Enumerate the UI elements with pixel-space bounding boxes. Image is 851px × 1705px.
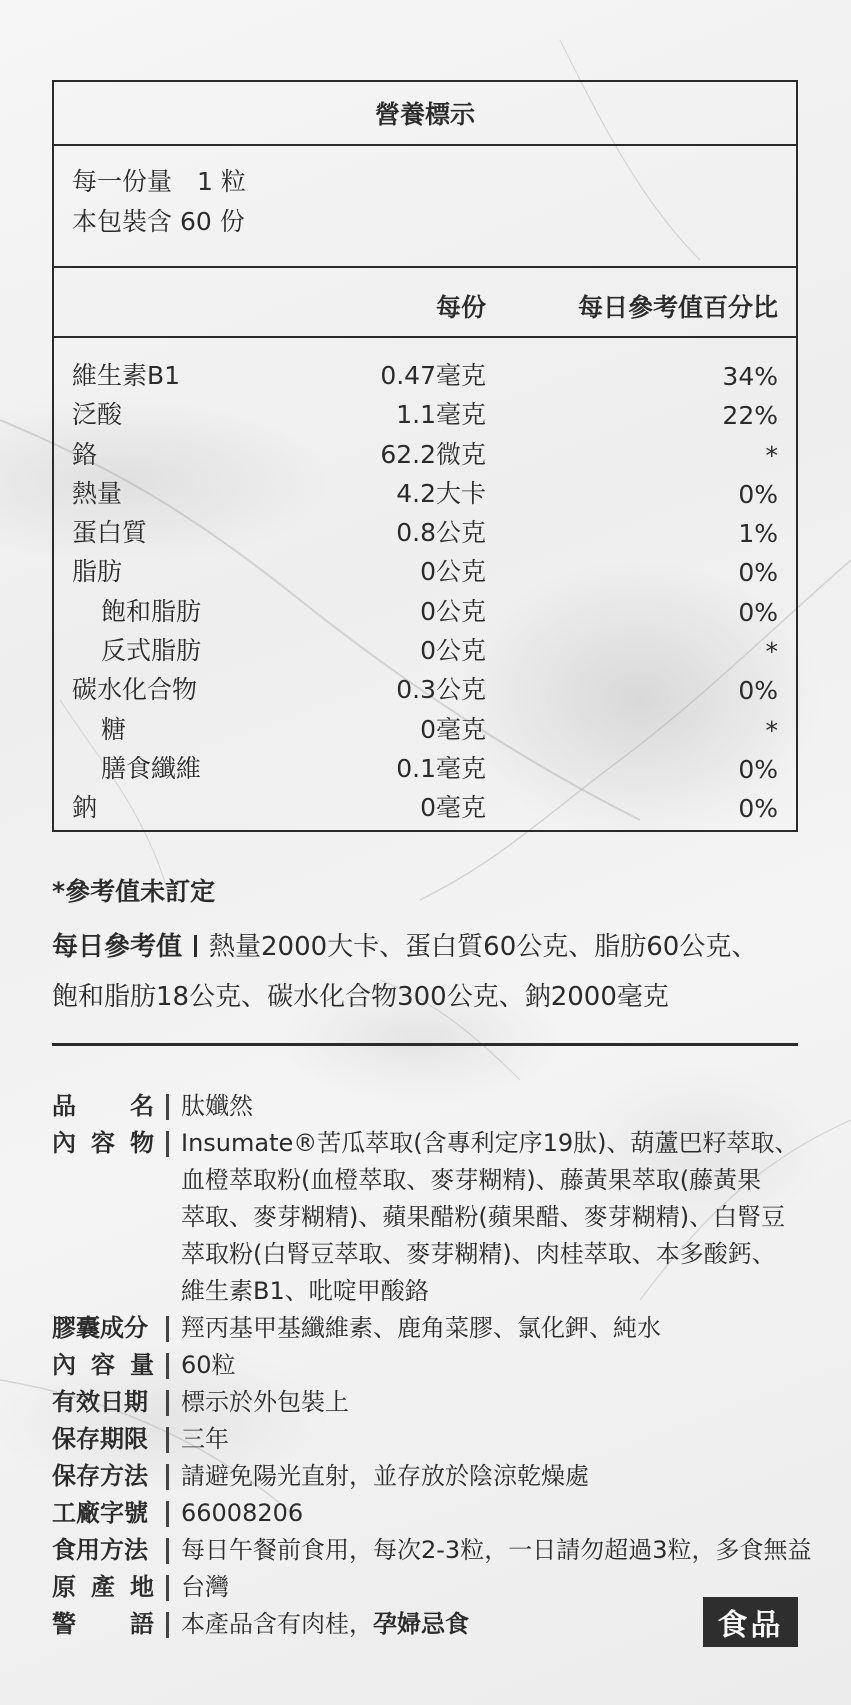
separator-bar	[166, 1094, 169, 1120]
product-info-value-line	[181, 1273, 812, 1310]
product-info-label	[52, 1125, 154, 1310]
product-info-value-line	[181, 1310, 812, 1347]
nutrient-value: 0公克	[420, 596, 486, 626]
product-info-value	[181, 1088, 812, 1125]
nutrient-name: 反式脂肪	[101, 636, 202, 666]
product-info-label	[52, 1458, 154, 1495]
nutrient-name: 碳水化合物	[72, 675, 198, 705]
nutrient-row	[54, 588, 796, 627]
nutrient-percent: *	[765, 715, 778, 745]
daily-reference-text-1: 熱量2000大卡、蛋白質60公克、脂肪60公克、	[209, 932, 758, 962]
serving-info	[54, 146, 796, 268]
nutrient-value: 0毫克	[420, 714, 486, 744]
product-info-label-part: 物	[130, 1129, 154, 1157]
product-info-label-part: 地	[130, 1573, 154, 1601]
separator-bar	[166, 1575, 169, 1601]
product-info-value-text: Insumate®苦瓜萃取(含專利定序19肽)、葫蘆巴籽萃取、	[181, 1129, 799, 1157]
product-info-row	[52, 1125, 812, 1310]
product-info-label-part: 膠囊成分	[52, 1314, 148, 1342]
product-info-value-line	[181, 1495, 812, 1532]
nutrient-name: 蛋白質	[72, 518, 148, 548]
product-info-row	[52, 1310, 812, 1347]
product-info-value	[181, 1458, 812, 1495]
nutrient-row	[54, 627, 796, 666]
nutrient-value: 0.1毫克	[396, 753, 486, 783]
product-info-row	[52, 1421, 812, 1458]
product-info-value-text: 標示於外包裝上	[181, 1388, 349, 1416]
product-info-value	[181, 1347, 812, 1384]
nutrient-percent: 0%	[738, 794, 778, 824]
product-info-value-text: 三年	[181, 1425, 229, 1453]
section-divider	[52, 1043, 798, 1046]
product-info-value-text: 請避免陽光直射，並存放於陰涼乾燥處	[181, 1462, 589, 1490]
nutrition-title: 營養標示	[54, 82, 796, 146]
reference-not-set-note: *參考值未訂定	[52, 877, 216, 906]
product-info-label-part: 內	[52, 1351, 76, 1379]
daily-reference-values	[52, 922, 812, 1022]
nutrient-row	[54, 706, 796, 745]
nutrient-percent: 1%	[738, 519, 778, 549]
nutrient-percent: 34%	[722, 362, 778, 391]
nutrient-value: 0.3公克	[396, 675, 486, 705]
product-info-value-line	[181, 1347, 812, 1384]
product-info-value-line	[181, 1125, 812, 1162]
nutrient-name: 鈉	[72, 793, 98, 823]
product-info-row	[52, 1606, 812, 1643]
nutrient-percent: 0%	[738, 754, 778, 784]
product-info-label-part: 品	[52, 1092, 76, 1120]
nutrient-row	[54, 784, 796, 823]
product-info-row	[52, 1495, 812, 1532]
product-info-label-part: 食用方法	[52, 1536, 148, 1564]
separator-bar	[166, 1427, 169, 1453]
nutrient-row	[54, 509, 796, 548]
nutrient-row	[54, 548, 796, 587]
nutrient-name: 維生素B1	[72, 361, 181, 390]
nutrient-row	[54, 352, 796, 391]
nutrient-percent: 0%	[738, 479, 778, 509]
separator-bar	[166, 1316, 169, 1342]
product-info-label	[52, 1421, 154, 1458]
nutrient-percent: 22%	[722, 401, 778, 431]
product-info-list	[52, 1088, 812, 1643]
nutrient-value: 0公克	[420, 557, 486, 587]
product-info-value	[181, 1421, 812, 1458]
product-info-label	[52, 1495, 154, 1532]
nutrient-value: 1.1毫克	[396, 400, 486, 430]
nutrient-name: 鉻	[72, 439, 98, 469]
product-info-label-part: 工廠字號	[52, 1499, 148, 1527]
product-info-value-line	[181, 1532, 812, 1569]
product-info-label	[52, 1310, 154, 1347]
nutrient-row	[54, 391, 796, 430]
product-info-value-text: 66008206	[181, 1499, 304, 1527]
warning-emphasis: 孕婦忌食	[373, 1610, 469, 1638]
column-daily-percent: 每日參考值百分比	[577, 293, 778, 322]
product-info-value-line	[181, 1384, 812, 1421]
daily-reference-label: 每日參考值	[52, 932, 183, 962]
product-info-value-line	[181, 1421, 812, 1458]
nutrient-name: 脂肪	[72, 557, 123, 587]
product-info-label-part: 警	[52, 1610, 76, 1638]
product-info-value-line	[181, 1162, 812, 1199]
product-info-label	[52, 1532, 154, 1569]
product-info-label-part: 保存方法	[52, 1462, 148, 1490]
nutrient-percent: 0%	[738, 597, 778, 627]
product-info-value-text: 台灣	[181, 1573, 229, 1601]
product-info-value-line	[181, 1236, 812, 1273]
product-info-value-text: 萃取、麥芽糊精)、蘋果醋粉(蘋果醋、麥芽糊精)、白腎豆	[181, 1203, 786, 1231]
product-info-label-part: 保存期限	[52, 1425, 148, 1453]
product-info-value-text: 維生素B1、吡啶甲酸鉻	[181, 1277, 429, 1305]
separator-bar	[194, 935, 197, 957]
product-info-value	[181, 1384, 812, 1421]
separator-bar	[166, 1390, 169, 1416]
product-info-label	[52, 1569, 154, 1606]
nutrient-value: 0毫克	[420, 793, 486, 823]
product-info-value-line	[181, 1199, 812, 1236]
nutrition-rows	[54, 338, 796, 830]
nutrient-value: 0.47毫克	[380, 361, 486, 390]
separator-bar	[166, 1353, 169, 1379]
product-info-value-text: 本產品含有肉桂，	[181, 1610, 373, 1638]
product-info-label-part: 內	[52, 1129, 76, 1157]
separator-bar	[166, 1501, 169, 1527]
nutrient-row	[54, 470, 796, 509]
nutrient-value: 4.2大卡	[396, 478, 486, 508]
product-info-label-part: 量	[130, 1351, 154, 1379]
product-info-label-part: 原	[52, 1573, 76, 1601]
nutrient-percent: *	[765, 440, 778, 470]
product-info-value	[181, 1495, 812, 1532]
column-per-serving: 每份	[435, 293, 486, 322]
separator-bar	[166, 1131, 169, 1157]
nutrition-facts-panel	[52, 80, 798, 832]
nutrient-percent: 0%	[738, 558, 778, 588]
product-info-value-text: 每日午餐前食用，每次2-3粒，一日請勿超過3粒，多食無益	[181, 1536, 812, 1564]
product-info-label	[52, 1347, 154, 1384]
product-info-label-part: 產	[91, 1573, 115, 1601]
nutrient-value: 0公克	[420, 636, 486, 666]
nutrient-percent: 0%	[738, 676, 778, 706]
separator-bar	[166, 1464, 169, 1490]
separator-bar	[166, 1612, 169, 1638]
nutrient-row	[54, 745, 796, 784]
daily-reference-line-1	[52, 922, 812, 972]
product-info-row	[52, 1384, 812, 1421]
product-info-value	[181, 1310, 812, 1347]
nutrient-row	[54, 666, 796, 705]
product-info-label-part: 語	[130, 1610, 154, 1638]
product-info-value-line	[181, 1088, 812, 1125]
product-info-value-text: 肽孅然	[181, 1092, 253, 1120]
serving-size: 每一份量 1 粒	[72, 167, 246, 196]
product-info-label-part: 有效日期	[52, 1388, 148, 1416]
servings-per-pack: 本包裝含 60 份	[72, 207, 245, 236]
product-info-row	[52, 1088, 812, 1125]
product-info-label-part: 容	[91, 1129, 115, 1157]
daily-reference-text-2: 飽和脂肪18公克、碳水化合物300公克、鈉2000毫克	[52, 982, 669, 1012]
product-info-label-part: 容	[91, 1351, 115, 1379]
product-info-row	[52, 1347, 812, 1384]
nutrient-value: 0.8公克	[396, 518, 486, 548]
product-info-label	[52, 1384, 154, 1421]
product-info-value-text: 羥丙基甲基纖維素、鹿角菜膠、氯化鉀、純水	[181, 1314, 661, 1342]
nutrient-row	[54, 431, 796, 470]
nutrient-name: 熱量	[72, 478, 123, 508]
separator-bar	[166, 1538, 169, 1564]
nutrient-name: 糖	[101, 714, 127, 744]
product-info-value-text: 血橙萃取粉(血橙萃取、麥芽糊精)、藤黃果萃取(藤黃果	[181, 1166, 762, 1194]
nutrition-header-row	[54, 268, 796, 338]
product-info-label	[52, 1606, 154, 1643]
nutrient-name: 飽和脂肪	[101, 596, 202, 626]
product-info-label	[52, 1088, 154, 1125]
food-badge: 食品	[703, 1597, 798, 1647]
product-info-row	[52, 1569, 812, 1606]
nutrient-name: 泛酸	[72, 400, 123, 430]
nutrient-percent: *	[765, 637, 778, 667]
nutrient-name: 膳食纖維	[101, 753, 202, 783]
product-info-value-text: 60粒	[181, 1351, 236, 1379]
product-info-row	[52, 1532, 812, 1569]
product-info-value-line	[181, 1458, 812, 1495]
nutrient-value: 62.2微克	[380, 439, 486, 469]
product-info-value	[181, 1532, 812, 1569]
product-info-label-part: 名	[130, 1092, 154, 1120]
product-info-value-text: 萃取粉(白腎豆萃取、麥芽糊精)、肉桂萃取、本多酸鈣、	[181, 1240, 776, 1268]
product-info-row	[52, 1458, 812, 1495]
product-info-value	[181, 1125, 812, 1310]
